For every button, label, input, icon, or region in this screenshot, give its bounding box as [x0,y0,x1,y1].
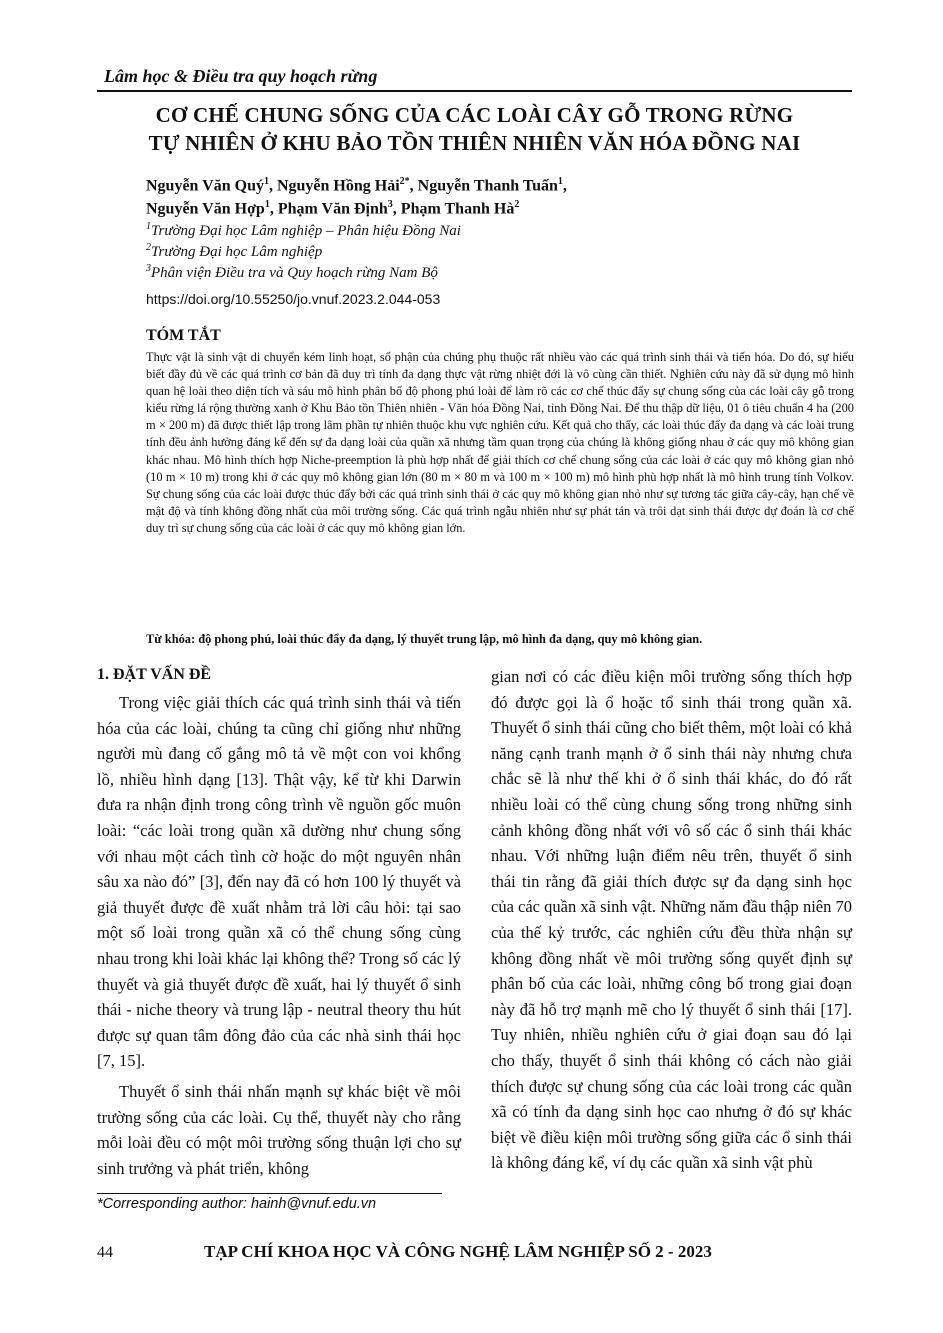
author-sup: 1 [263,176,269,187]
author-name: Phạm Văn Định [277,200,388,218]
page-number: 44 [97,1244,113,1261]
author-name: Phạm Thanh Hà [400,200,515,218]
section-heading: 1. ĐẶT VẤN ĐỀ [97,666,212,683]
title-line-1: CƠ CHẾ CHUNG SỐNG CỦA CÁC LOÀI CÂY GỖ TRONG RỪNG [155,103,794,127]
body-paragraph: Thuyết ổ sinh thái nhấn mạnh sự khác biệt về môi trường sống của các loài. Cụ thể, thuyết này cho rằng mỗi loài đều có một môi trường sống thuận lợi cho sự sinh trưởng và phát triển, không [97,1081,461,1178]
affiliation-text: Trường Đại học Lâm nghiệp [151,244,323,260]
author-name: Nguyễn Thanh Tuấn [417,177,558,195]
author-sup: 1 [557,176,563,187]
authors-line-1 [146,176,567,195]
authors-line-2 [146,199,519,218]
abstract-text: Thực vật là sinh vật di chuyển kém linh hoạt, số phận của chúng phụ thuộc rất nhiều vào các quá trình sinh thái và tiến hóa. Do đó, sự hiểu biết đầy đủ về các quá trình cơ bản đã duy trì tính đa dạng thực vật rừng nhiệt đới là vô cùng cần thiết. Nghiên cứu này đã sử dụng mô hình quan hệ loài theo diện tích và sáu mô hình phân bố độ phong phú loài để làm rõ các cơ chế thúc đẩy sự chung sống của các loài cây gỗ trong kiểu rừng lá rộng thường xanh ở Khu Bảo tồn Thiên nhiên - Văn hóa Đồng Nai, tỉnh Đồng Nai. Để thu thập dữ liệu, 01 ô tiêu chuẩn 4 ha (200 m × 200 m) đã được thiết lập trong lâm phần tự nhiên thuộc khu vực nghiên cứu. Kết quả cho thấy, các loài thúc đẩy đa dạng và các loài trung tính đều ảnh hưởng đáng kể đến sự đa dạng loài của quần xã nhưng tầm quan trọng của chúng là không giống nhau ở các quy mô không gian khác nhau. Mô hình thích hợp Niche-preemption là phù hợp nhất để giải thích cơ chế chung sống của các loài ở các quy mô không gian nhỏ (10 m × 10 m) trong khi ở các quy mô không gian lớn (80 m × 80 m và 100 m × 100 m) mô hình phù hợp nhất là mô hình trung tính Volkov. Sự chung sống của các loài được thúc đẩy bởi các quá trình sinh thái ở các quy mô không gian nhỏ như sự tương tác giữa cây-cây, hạn chế về mật độ và tính không đồng nhất của môi trường sống. Các quá trình ngẫu nhiên như sự phát tán và trôi dạt sinh thái được dự đoán là cơ chế duy trì sự chung sống của các loài ở các quy mô không gian lớn. [146,350,854,535]
author-sep: , [268,177,277,195]
author-sep: , [269,200,278,218]
body-paragraph: Trong việc giải thích các quá trình sinh thái và tiến hóa của các loài, chúng ta cũng chỉ giống như những người mù đang cố gắng mô tả về một con voi khổng lồ, nhiều hình dạng [13]. Thật vậy, kể từ khi Darwin đưa ra nhận định trong công trình về nguồn gốc muôn loài: “các loài trong quần xã dường như chung sống với nhau một cách tình cờ hoặc do một nguyên nhân sâu xa nào đó” [3], đến nay đã có hơn 100 lý thuyết và giả thuyết được đề xuất nhằm trả lời câu hỏi: tại sao một số loài trong quần xã có thể chung sống cùng nhau trong khi loài khác lại không thể? Trong số các lý thuyết và giả thuyết được đề xuất, hai lý thuyết ổ sinh thái - niche theory và trung lập - neutral theory thu hút được sự quan tâm đông đảo của các nhà sinh thái học [7, 15]. [97,693,461,1071]
corresponding-author-footnote: *Corresponding author: hainh@vnuf.edu.vn [97,1196,377,1212]
affiliation-1 [146,221,461,240]
affiliation-sup: 2 [146,242,151,253]
section-label: Lâm học & Điều tra quy hoạch rừng [104,66,378,86]
affiliation-text: Phân viện Điều tra và Quy hoạch rừng Nam Bộ [151,265,438,281]
journal-footer: TẠP CHÍ KHOA HỌC VÀ CÔNG NGHỆ LÂM NGHIỆP SỐ 2 - 2023 [204,1242,712,1261]
author-sep: , [562,177,567,195]
author-name: Nguyễn Văn Hợp [146,200,265,218]
affiliation-sup: 3 [146,263,151,274]
author-name: Nguyễn Văn Quý [146,177,264,195]
author-sup: 1 [264,199,270,210]
abstract-heading: TÓM TẮT [146,327,221,344]
author-sup: 3 [387,199,393,210]
header-divider [97,90,852,92]
affiliation-sup: 1 [146,221,151,232]
body-column-left [97,690,461,1181]
affiliation-text: Trường Đại học Lâm nghiệp – Phân hiệu Đồng Nai [151,223,461,239]
affiliation-2 [146,242,322,261]
body-paragraph: gian nơi có các điều kiện môi trường sống thích hợp đó được gọi là ổ hoặc tổ sinh thái trong quần xã. Thuyết ổ sinh thái cũng cho biết thêm, một loài có khả năng cạnh tranh mạnh ở ổ sinh thái này nhưng chưa chắc sẽ là như thế khi ở ổ sinh thái khác, do đó rất nhiều loài có thể cùng chung sống trong những sinh cảnh không đồng nhất với vô số các ổ sinh thái khác nhau. Với những luận điểm nêu trên, thuyết ổ sinh thái tin rằng đã giải thích được sự đa dạng sinh học của các quần xã sinh vật. Những năm đầu thập niên 70 của thế kỷ trước, các nghiên cứu đều thừa nhận sự không đồng nhất về môi trường sống quyết định sự phân bố của các loài, những công bố trong giai đoạn này đã hỗ trợ mạnh mẽ cho lý thuyết ổ sinh thái [17]. Tuy nhiên, nhiều nghiên cứu ở giai đoạn sau đó lại cho thấy, thuyết ổ sinh thái không có cách nào giải thích được sự chung sống của các loài trong các quần xã có tính đa dạng sinh học cao nhưng ở đó sự khác biệt về điều kiện môi trường sống giữa các ổ sinh thái là không đáng kể, ví dụ các quần xã sinh vật phù [491,667,852,1173]
footnote-divider [97,1193,442,1194]
body-column-right [491,664,852,1176]
author-sup: 2 [514,199,520,210]
author-sep: , [392,200,401,218]
keywords: Từ khóa: độ phong phú, loài thúc đẩy đa dạng, lý thuyết trung lập, mô hình đa dạng, quy mô không gian. [146,632,703,646]
author-name: Nguyễn Hồng Hải [276,177,400,195]
affiliation-3 [146,263,438,282]
author-sup: 2* [399,176,410,187]
title-line-2: TỰ NHIÊN Ở KHU BẢO TỒN THIÊN NHIÊN VĂN HÓA ĐỒNG NAI [148,131,801,155]
author-sep: , [409,177,418,195]
doi-link[interactable]: https://doi.org/10.55250/jo.vnuf.2023.2.044-053 [146,291,441,307]
